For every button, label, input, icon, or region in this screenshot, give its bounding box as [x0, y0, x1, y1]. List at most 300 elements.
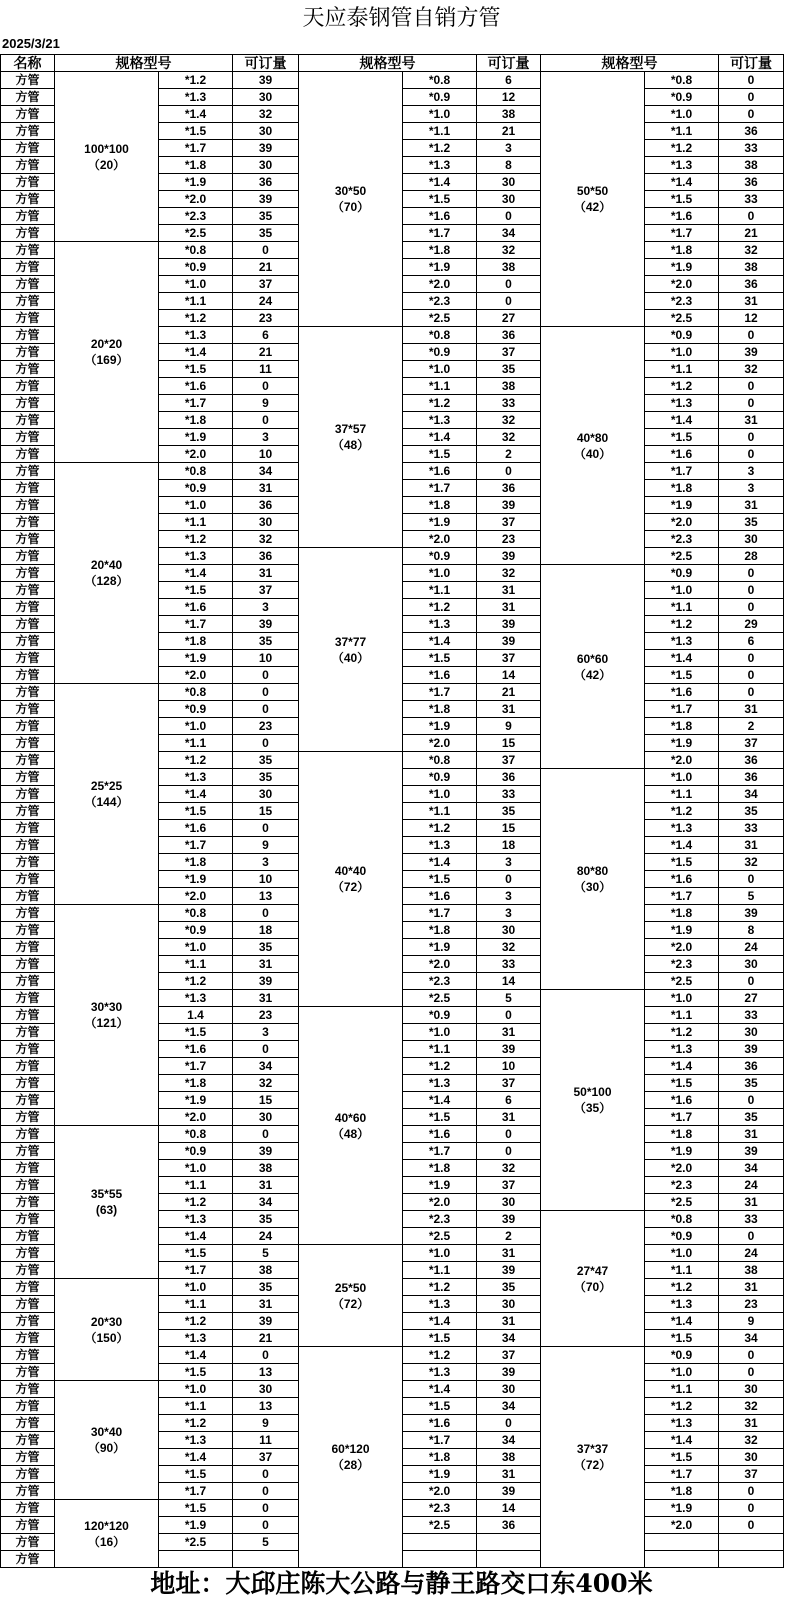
- quantity-cell: 14: [477, 667, 541, 684]
- thickness-cell: *1.7: [403, 684, 477, 701]
- quantity-cell: 2: [477, 1228, 541, 1245]
- thickness-cell: *1.5: [645, 1075, 719, 1092]
- thickness-cell: *1.1: [403, 123, 477, 140]
- quantity-cell: 34: [233, 1194, 299, 1211]
- item-name-cell: 方管: [1, 1500, 55, 1517]
- quantity-cell: 35: [477, 361, 541, 378]
- quantity-cell: 21: [233, 259, 299, 276]
- quantity-cell: 30: [477, 191, 541, 208]
- thickness-cell: *1.3: [403, 1075, 477, 1092]
- spec-size: 35*55: [90, 1187, 123, 1201]
- thickness-cell: *1.9: [159, 1092, 233, 1109]
- quantity-cell: 23: [233, 718, 299, 735]
- thickness-cell: *2.0: [645, 939, 719, 956]
- thickness-cell: *1.2: [645, 140, 719, 157]
- spec-total: （35）: [573, 1101, 612, 1115]
- quantity-cell: 9: [719, 1313, 784, 1330]
- thickness-cell: *1.5: [159, 1466, 233, 1483]
- thickness-cell: *1.4: [403, 174, 477, 191]
- thickness-cell: *1.2: [645, 1024, 719, 1041]
- item-name-cell: 方管: [1, 1534, 55, 1551]
- quantity-cell: 0: [719, 871, 784, 888]
- thickness-cell: *2.0: [403, 531, 477, 548]
- quantity-cell: 6: [477, 1092, 541, 1109]
- quantity-cell: 37: [477, 1347, 541, 1364]
- thickness-cell: *0.9: [159, 259, 233, 276]
- quantity-cell: 34: [233, 1058, 299, 1075]
- item-name-cell: 方管: [1, 1313, 55, 1330]
- quantity-cell: 30: [233, 786, 299, 803]
- thickness-cell: *1.2: [645, 803, 719, 820]
- quantity-cell: 30: [719, 1024, 784, 1041]
- report-date: 2025/3/21: [2, 36, 60, 51]
- thickness-cell: *1.0: [159, 718, 233, 735]
- thickness-cell: *1.6: [403, 888, 477, 905]
- spec-group-cell: [541, 327, 645, 565]
- quantity-cell: 14: [477, 973, 541, 990]
- item-name-cell: 方管: [1, 1517, 55, 1534]
- thickness-cell: *1.5: [403, 1330, 477, 1347]
- spec-total: （40）: [331, 650, 370, 665]
- spec-size: 25*50: [334, 1280, 367, 1295]
- quantity-cell: 10: [233, 650, 299, 667]
- thickness-cell: *1.7: [645, 225, 719, 242]
- quantity-cell: 39: [477, 633, 541, 650]
- quantity-cell: [477, 1534, 541, 1551]
- quantity-cell: 31: [233, 956, 299, 973]
- thickness-cell: *1.3: [403, 616, 477, 633]
- quantity-cell: 9: [233, 837, 299, 854]
- quantity-cell: 3: [233, 429, 299, 446]
- quantity-cell: 0: [719, 378, 784, 395]
- thickness-cell: *1.9: [159, 871, 233, 888]
- quantity-cell: 23: [477, 531, 541, 548]
- quantity-cell: 0: [233, 1347, 299, 1364]
- thickness-cell: *2.5: [403, 310, 477, 327]
- thickness-cell: *2.3: [159, 208, 233, 225]
- quantity-cell: 38: [477, 1449, 541, 1466]
- thickness-cell: *1.4: [159, 1449, 233, 1466]
- spec-size: 60*60: [576, 651, 609, 666]
- thickness-cell: *0.9: [645, 327, 719, 344]
- quantity-cell: 32: [719, 361, 784, 378]
- quantity-cell: 0: [719, 89, 784, 106]
- quantity-cell: 39: [477, 616, 541, 633]
- thickness-cell: *2.3: [403, 1500, 477, 1517]
- item-name-cell: 方管: [1, 667, 55, 684]
- quantity-cell: 12: [477, 89, 541, 106]
- thickness-cell: *1.9: [403, 259, 477, 276]
- thickness-cell: *1.2: [159, 531, 233, 548]
- thickness-cell: *0.9: [645, 89, 719, 106]
- quantity-cell: 0: [233, 1126, 299, 1143]
- quantity-cell: 35: [719, 803, 784, 820]
- thickness-cell: *1.7: [159, 616, 233, 633]
- header-row: [1, 55, 784, 72]
- thickness-cell: *1.4: [159, 344, 233, 361]
- quantity-cell: 24: [719, 939, 784, 956]
- quantity-cell: 0: [477, 276, 541, 293]
- thickness-cell: *1.1: [645, 599, 719, 616]
- item-name-cell: 方管: [1, 1415, 55, 1432]
- thickness-cell: *1.1: [645, 1262, 719, 1279]
- thickness-cell: *2.5: [403, 1517, 477, 1534]
- quantity-cell: 39: [719, 1041, 784, 1058]
- quantity-cell: 24: [719, 1177, 784, 1194]
- quantity-cell: 37: [719, 735, 784, 752]
- thickness-cell: *1.3: [159, 1432, 233, 1449]
- quantity-cell: 37: [477, 1075, 541, 1092]
- item-name-cell: 方管: [1, 1211, 55, 1228]
- thickness-cell: *1.8: [159, 1075, 233, 1092]
- thickness-cell: *1.5: [159, 361, 233, 378]
- thickness-cell: *1.0: [645, 344, 719, 361]
- quantity-cell: 0: [233, 242, 299, 259]
- quantity-cell: 31: [233, 480, 299, 497]
- thickness-cell: *1.0: [403, 1024, 477, 1041]
- item-name-cell: 方管: [1, 1398, 55, 1415]
- item-name-cell: 方管: [1, 701, 55, 718]
- spec-group-cell: [541, 990, 645, 1211]
- thickness-cell: *2.5: [159, 225, 233, 242]
- quantity-cell: 38: [477, 259, 541, 276]
- quantity-cell: 31: [719, 1279, 784, 1296]
- item-name-cell: 方管: [1, 1058, 55, 1075]
- item-name-cell: 方管: [1, 1143, 55, 1160]
- spec-size: 20*40: [90, 558, 123, 572]
- quantity-cell: [719, 1534, 784, 1551]
- quantity-cell: 0: [233, 412, 299, 429]
- item-name-cell: 方管: [1, 276, 55, 293]
- thickness-cell: *1.6: [645, 208, 719, 225]
- thickness-cell: *1.4: [403, 633, 477, 650]
- quantity-cell: 36: [233, 497, 299, 514]
- thickness-cell: *1.4: [159, 106, 233, 123]
- thickness-cell: *1.9: [159, 1517, 233, 1534]
- quantity-cell: 32: [477, 429, 541, 446]
- item-name-cell: 方管: [1, 1228, 55, 1245]
- quantity-cell: 5: [233, 1534, 299, 1551]
- quantity-cell: 0: [477, 463, 541, 480]
- item-name-cell: 方管: [1, 1041, 55, 1058]
- spec-group-cell: [299, 1245, 403, 1347]
- thickness-cell: *2.3: [645, 293, 719, 310]
- thickness-cell: *0.9: [645, 1228, 719, 1245]
- thickness-cell: *2.0: [645, 276, 719, 293]
- quantity-cell: 37: [477, 752, 541, 769]
- thickness-cell: *1.4: [645, 174, 719, 191]
- quantity-cell: 0: [719, 684, 784, 701]
- thickness-cell: *1.7: [159, 1483, 233, 1500]
- item-name-cell: 方管: [1, 718, 55, 735]
- thickness-cell: *1.8: [403, 1160, 477, 1177]
- quantity-cell: 39: [719, 1143, 784, 1160]
- quantity-cell: 15: [477, 735, 541, 752]
- item-name-cell: 方管: [1, 123, 55, 140]
- quantity-cell: 2: [477, 446, 541, 463]
- quantity-cell: 31: [719, 1126, 784, 1143]
- item-name-cell: 方管: [1, 293, 55, 310]
- quantity-cell: 34: [719, 1160, 784, 1177]
- quantity-cell: 30: [477, 1381, 541, 1398]
- quantity-cell: 2: [719, 718, 784, 735]
- quantity-cell: 9: [233, 1415, 299, 1432]
- quantity-cell: 32: [477, 412, 541, 429]
- thickness-cell: *1.0: [645, 1245, 719, 1262]
- quantity-cell: 39: [233, 72, 299, 89]
- thickness-cell: *0.9: [403, 548, 477, 565]
- item-name-cell: 方管: [1, 582, 55, 599]
- thickness-cell: *1.0: [159, 1160, 233, 1177]
- item-name-cell: 方管: [1, 1109, 55, 1126]
- quantity-cell: 10: [233, 446, 299, 463]
- thickness-cell: *1.9: [159, 174, 233, 191]
- spec-total: （48）: [331, 438, 370, 452]
- thickness-cell: *1.6: [403, 1415, 477, 1432]
- quantity-cell: 0: [719, 72, 784, 89]
- quantity-cell: 32: [719, 1432, 784, 1449]
- quantity-cell: 36: [719, 174, 784, 191]
- quantity-cell: 3: [719, 480, 784, 497]
- quantity-cell: 35: [719, 1075, 784, 1092]
- item-name-cell: 方管: [1, 820, 55, 837]
- thickness-cell: *2.3: [645, 956, 719, 973]
- thickness-cell: *1.3: [645, 1041, 719, 1058]
- quantity-cell: 0: [719, 327, 784, 344]
- thickness-cell: *1.9: [403, 514, 477, 531]
- quantity-cell: 39: [233, 973, 299, 990]
- thickness-cell: *1.2: [403, 1347, 477, 1364]
- quantity-cell: 36: [477, 480, 541, 497]
- thickness-cell: *2.0: [645, 752, 719, 769]
- thickness-cell: *0.8: [159, 463, 233, 480]
- thickness-cell: *1.7: [159, 1058, 233, 1075]
- item-name-cell: 方管: [1, 208, 55, 225]
- thickness-cell: *0.9: [403, 89, 477, 106]
- thickness-cell: *1.2: [159, 1194, 233, 1211]
- spec-group-cell: [55, 463, 159, 684]
- spec-group-cell: [299, 1347, 403, 1568]
- thickness-cell: *1.9: [159, 429, 233, 446]
- quantity-cell: 0: [477, 1415, 541, 1432]
- quantity-cell: 31: [719, 1194, 784, 1211]
- item-name-cell: 方管: [1, 395, 55, 412]
- thickness-cell: *1.2: [645, 1279, 719, 1296]
- spec-group-cell: [299, 1007, 403, 1245]
- thickness-cell: *2.3: [403, 293, 477, 310]
- thickness-cell: *2.5: [645, 310, 719, 327]
- item-name-cell: 方管: [1, 684, 55, 701]
- thickness-cell: *1.4: [159, 565, 233, 582]
- spec-size: 30*50: [334, 184, 367, 198]
- item-name-cell: 方管: [1, 378, 55, 395]
- item-name-cell: 方管: [1, 225, 55, 242]
- thickness-cell: [403, 1534, 477, 1551]
- item-name-cell: 方管: [1, 1381, 55, 1398]
- thickness-cell: *1.8: [645, 718, 719, 735]
- quantity-cell: 32: [233, 1075, 299, 1092]
- item-name-cell: 方管: [1, 497, 55, 514]
- quantity-cell: 0: [719, 429, 784, 446]
- spec-size: 27*47: [576, 1263, 609, 1278]
- quantity-cell: 39: [233, 140, 299, 157]
- thickness-cell: *1.7: [403, 1143, 477, 1160]
- spec-size: 40*60: [334, 1110, 367, 1125]
- thickness-cell: *1.9: [403, 718, 477, 735]
- quantity-cell: 39: [719, 344, 784, 361]
- spec-group-cell: [55, 905, 159, 1126]
- spec-size: 40*40: [334, 864, 367, 878]
- quantity-cell: 21: [477, 684, 541, 701]
- quantity-cell: 36: [719, 769, 784, 786]
- item-name-cell: 方管: [1, 1296, 55, 1313]
- thickness-cell: *1.9: [403, 1177, 477, 1194]
- item-name-cell: 方管: [1, 990, 55, 1007]
- thickness-cell: *2.5: [403, 990, 477, 1007]
- thickness-cell: *1.2: [159, 752, 233, 769]
- quantity-cell: 35: [719, 1109, 784, 1126]
- item-name-cell: 方管: [1, 565, 55, 582]
- thickness-cell: *1.0: [645, 106, 719, 123]
- quantity-cell: 0: [719, 1228, 784, 1245]
- quantity-cell: 8: [719, 922, 784, 939]
- spec-total: （28）: [331, 1458, 370, 1472]
- quantity-cell: 0: [233, 1041, 299, 1058]
- quantity-cell: 37: [233, 1449, 299, 1466]
- thickness-cell: *1.3: [645, 633, 719, 650]
- spec-size: 30*30: [90, 1000, 123, 1014]
- quantity-cell: 29: [719, 616, 784, 633]
- quantity-cell: 37: [477, 514, 541, 531]
- thickness-cell: *1.1: [159, 956, 233, 973]
- thickness-cell: *1.2: [403, 395, 477, 412]
- quantity-cell: 35: [233, 225, 299, 242]
- spec-total: （90）: [87, 1441, 126, 1455]
- quantity-cell: 31: [719, 412, 784, 429]
- header-qty: 可订量: [477, 55, 541, 72]
- thickness-cell: *1.9: [645, 1500, 719, 1517]
- quantity-cell: 0: [233, 701, 299, 718]
- thickness-cell: *1.2: [159, 1313, 233, 1330]
- spec-total: （42）: [573, 667, 612, 682]
- thickness-cell: *1.3: [159, 1330, 233, 1347]
- thickness-cell: *1.3: [645, 157, 719, 174]
- quantity-cell: 0: [719, 1364, 784, 1381]
- quantity-cell: 36: [719, 752, 784, 769]
- quantity-cell: 39: [477, 1211, 541, 1228]
- table-row: [1, 72, 784, 89]
- spec-size: 60*120: [331, 1442, 370, 1456]
- quantity-cell: 0: [477, 871, 541, 888]
- quantity-cell: 38: [233, 1160, 299, 1177]
- thickness-cell: *1.4: [403, 1381, 477, 1398]
- thickness-cell: *1.4: [403, 1313, 477, 1330]
- quantity-cell: 30: [233, 123, 299, 140]
- quantity-cell: 3: [477, 140, 541, 157]
- quantity-cell: 30: [477, 174, 541, 191]
- spec-total: （72）: [331, 880, 370, 894]
- item-name-cell: 方管: [1, 157, 55, 174]
- quantity-cell: 34: [477, 1398, 541, 1415]
- spec-group-cell: [541, 1211, 645, 1347]
- quantity-cell: 0: [233, 905, 299, 922]
- thickness-cell: *0.8: [159, 905, 233, 922]
- quantity-cell: 23: [233, 310, 299, 327]
- thickness-cell: *1.3: [645, 820, 719, 837]
- spec-group-cell: [55, 1500, 159, 1568]
- spec-size: 37*57: [334, 422, 367, 436]
- thickness-cell: *1.5: [645, 854, 719, 871]
- quantity-cell: [719, 1551, 784, 1568]
- spec-group-cell: [299, 548, 403, 752]
- thickness-cell: *1.7: [645, 1466, 719, 1483]
- quantity-cell: 0: [477, 293, 541, 310]
- quantity-cell: 35: [233, 769, 299, 786]
- item-name-cell: 方管: [1, 1551, 55, 1568]
- header-name: 名称: [1, 55, 55, 72]
- thickness-cell: *1.5: [159, 1024, 233, 1041]
- thickness-cell: *1.7: [403, 905, 477, 922]
- thickness-cell: *1.3: [645, 395, 719, 412]
- spec-group-cell: [55, 72, 159, 242]
- thickness-cell: *1.8: [159, 412, 233, 429]
- quantity-cell: 32: [477, 242, 541, 259]
- quantity-cell: 6: [477, 72, 541, 89]
- quantity-cell: 31: [233, 565, 299, 582]
- thickness-cell: *1.1: [645, 123, 719, 140]
- thickness-cell: *1.4: [403, 1092, 477, 1109]
- quantity-cell: 31: [477, 1245, 541, 1262]
- thickness-cell: *1.6: [403, 667, 477, 684]
- quantity-cell: 35: [233, 1211, 299, 1228]
- thickness-cell: *1.2: [403, 1279, 477, 1296]
- quantity-cell: 31: [477, 1109, 541, 1126]
- quantity-cell: 0: [477, 208, 541, 225]
- spec-total: (63): [95, 1203, 118, 1217]
- thickness-cell: *1.0: [645, 1364, 719, 1381]
- thickness-cell: *0.9: [403, 344, 477, 361]
- thickness-cell: [645, 1551, 719, 1568]
- item-name-cell: 方管: [1, 548, 55, 565]
- spec-size: 20*20: [90, 337, 123, 351]
- thickness-cell: *1.1: [403, 582, 477, 599]
- quantity-cell: 39: [233, 191, 299, 208]
- spec-group-cell: [541, 72, 645, 327]
- quantity-cell: 0: [719, 1092, 784, 1109]
- thickness-cell: *1.4: [403, 429, 477, 446]
- item-name-cell: 方管: [1, 956, 55, 973]
- thickness-cell: *1.3: [403, 412, 477, 429]
- quantity-cell: 5: [233, 1245, 299, 1262]
- thickness-cell: *1.8: [645, 242, 719, 259]
- quantity-cell: 15: [233, 1092, 299, 1109]
- thickness-cell: *1.1: [159, 1398, 233, 1415]
- quantity-cell: 30: [719, 1381, 784, 1398]
- thickness-cell: *1.8: [403, 497, 477, 514]
- quantity-cell: 39: [233, 1313, 299, 1330]
- item-name-cell: 方管: [1, 1279, 55, 1296]
- quantity-cell: 14: [477, 1500, 541, 1517]
- thickness-cell: *2.5: [403, 1228, 477, 1245]
- spec-size: 25*25: [90, 779, 123, 793]
- thickness-cell: *1.7: [645, 1109, 719, 1126]
- quantity-cell: 21: [719, 225, 784, 242]
- spec-total: （42）: [573, 200, 612, 214]
- quantity-cell: 31: [719, 293, 784, 310]
- quantity-cell: 0: [719, 1500, 784, 1517]
- thickness-cell: *1.8: [645, 480, 719, 497]
- spec-total: （150）: [84, 1330, 129, 1345]
